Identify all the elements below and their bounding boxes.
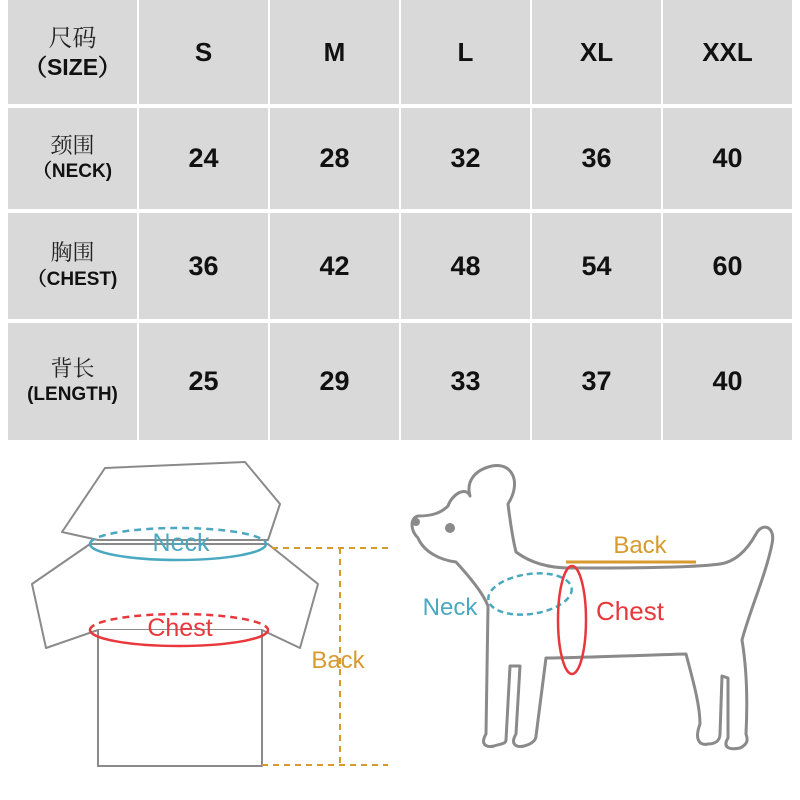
neck-label-zh: 颈围 xyxy=(50,133,95,159)
shirt-chest-label: Chest xyxy=(147,614,213,642)
chest-label-en: （CHEST) xyxy=(27,268,118,290)
size-m-header: M xyxy=(270,0,401,108)
dog-neck-label: Neck xyxy=(422,594,478,621)
length-label-zh: 背长 xyxy=(50,356,95,382)
length-s-value: 25 xyxy=(139,323,270,444)
shirt-neck-label: Neck xyxy=(152,529,210,557)
measurement-diagram xyxy=(0,444,800,800)
size-chart-table xyxy=(8,0,794,444)
size-label-en: （SIZE） xyxy=(23,53,122,80)
neck-l-value: 32 xyxy=(401,108,532,213)
neck-m-value: 28 xyxy=(270,108,401,213)
measurement-diagram-svg xyxy=(0,444,800,800)
dog-nose xyxy=(412,518,420,526)
size-label-zh: 尺码 xyxy=(48,23,97,52)
neck-xxl-value: 40 xyxy=(663,108,794,213)
size-xxl-header: XXL xyxy=(663,0,794,108)
dog-back-label: Back xyxy=(613,532,667,559)
chest-label-zh: 胸围 xyxy=(50,241,95,267)
neck-row-header xyxy=(8,108,139,213)
neck-xl-value: 36 xyxy=(532,108,663,213)
length-m-value: 29 xyxy=(270,323,401,444)
length-l-value: 33 xyxy=(401,323,532,444)
neck-s-value: 24 xyxy=(139,108,270,213)
length-xxl-value: 40 xyxy=(663,323,794,444)
size-l-header: L xyxy=(401,0,532,108)
size-header-cell xyxy=(8,0,139,108)
chest-xxl-value: 60 xyxy=(663,213,794,323)
dog-eye xyxy=(445,523,455,533)
chest-m-value: 42 xyxy=(270,213,401,323)
chest-row-header xyxy=(8,213,139,323)
dog-chest-label: Chest xyxy=(596,596,664,626)
chest-l-value: 48 xyxy=(401,213,532,323)
length-label-en: (LENGTH) xyxy=(27,384,118,406)
length-xl-value: 37 xyxy=(532,323,663,444)
length-row-header xyxy=(8,323,139,444)
shirt-back-label: Back xyxy=(311,647,365,674)
chest-s-value: 36 xyxy=(139,213,270,323)
chest-xl-value: 54 xyxy=(532,213,663,323)
shirt-body-shape xyxy=(98,630,262,766)
size-s-header: S xyxy=(139,0,270,108)
neck-label-en: （NECK) xyxy=(32,161,113,183)
size-xl-header: XL xyxy=(532,0,663,108)
